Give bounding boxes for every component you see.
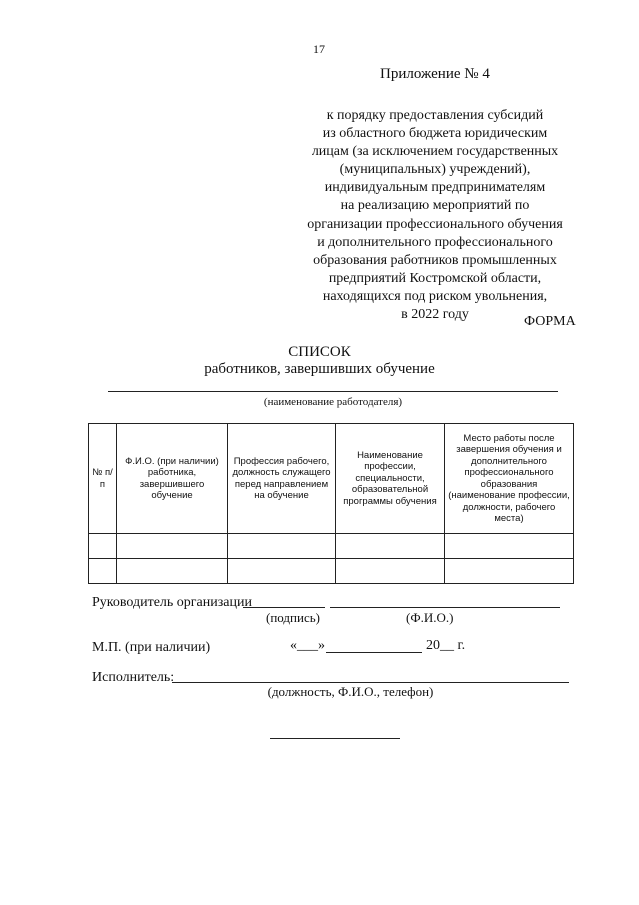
executor-caption: (должность, Ф.И.О., телефон) bbox=[267, 684, 434, 699]
table-cell[interactable] bbox=[89, 559, 117, 584]
page-number: 17 bbox=[313, 42, 325, 56]
table-cell[interactable] bbox=[117, 534, 228, 559]
stamp-label: М.П. (при наличии) bbox=[92, 640, 211, 655]
date-month-line[interactable] bbox=[326, 652, 422, 653]
appendix-line: предприятий Костромской области, bbox=[328, 270, 542, 286]
executor-line[interactable] bbox=[172, 682, 569, 683]
appendix-line: (муниципальных) учреждений), bbox=[339, 162, 531, 178]
workers-table bbox=[88, 423, 574, 584]
table-cell[interactable] bbox=[117, 559, 228, 584]
document-subtitle: работников, завершивших обучение bbox=[204, 361, 435, 377]
appendix-line: к порядку предоставления субсидий bbox=[326, 108, 544, 123]
full-name-caption: (Ф.И.О.) bbox=[406, 610, 454, 625]
table-cell[interactable] bbox=[336, 559, 445, 584]
employer-caption: (наименование работодателя) bbox=[263, 396, 403, 408]
appendix-line: организации профессионального обучения bbox=[307, 216, 563, 232]
appendix-line: лицам (за исключением государственных bbox=[311, 144, 559, 160]
table-cell[interactable] bbox=[89, 534, 117, 559]
appendix-line: на реализацию мероприятий по bbox=[340, 198, 530, 214]
form-label: ФОРМА bbox=[524, 314, 576, 329]
table-cell[interactable] bbox=[445, 534, 574, 559]
appendix-title: Приложение № 4 bbox=[380, 66, 490, 82]
table-cell[interactable] bbox=[445, 559, 574, 584]
col-header-workplace-after: Место работы после завершения обучения и дополнительного профессионального образования (наименование профессии, должности, рабочего места) bbox=[445, 424, 574, 534]
appendix-line: и дополнительного профессионального bbox=[317, 234, 553, 250]
date-year-field[interactable]: 20__ г. bbox=[426, 638, 466, 653]
table-header-row bbox=[89, 424, 574, 534]
appendix-line: находящихся под риском увольнения, bbox=[322, 288, 548, 304]
date-day-field[interactable]: «___» bbox=[290, 638, 325, 653]
appendix-description bbox=[270, 107, 600, 324]
appendix-line: из областного бюджета юридическим bbox=[322, 126, 548, 142]
executor-label: Исполнитель: bbox=[92, 670, 175, 685]
signature-line[interactable] bbox=[243, 607, 325, 608]
closing-separator bbox=[270, 738, 400, 739]
col-header-program-name: Наименование профессии, специальности, образовательной программы обучения bbox=[336, 424, 445, 534]
signature-caption: (подпись) bbox=[266, 610, 320, 625]
appendix-line: индивидуальным предпринимателям bbox=[324, 180, 546, 196]
table-cell[interactable] bbox=[228, 534, 336, 559]
appendix-line: образования работников промышленных bbox=[313, 252, 557, 268]
full-name-line[interactable] bbox=[330, 607, 560, 608]
document-title: СПИСОК bbox=[288, 344, 351, 360]
col-header-number: № п/п bbox=[89, 424, 117, 534]
table-cell[interactable] bbox=[336, 534, 445, 559]
table-row bbox=[89, 534, 574, 559]
table-row bbox=[89, 559, 574, 584]
col-header-profession-before: Профессия рабочего, должность служащего перед направлением на обучение bbox=[228, 424, 336, 534]
col-header-full-name: Ф.И.О. (при наличии) работника, завершившего обучение bbox=[117, 424, 228, 534]
table-cell[interactable] bbox=[228, 559, 336, 584]
head-of-organization-label: Руководитель организации bbox=[92, 595, 252, 610]
appendix-line: в 2022 году bbox=[401, 307, 469, 323]
employer-name-line[interactable] bbox=[108, 391, 558, 392]
